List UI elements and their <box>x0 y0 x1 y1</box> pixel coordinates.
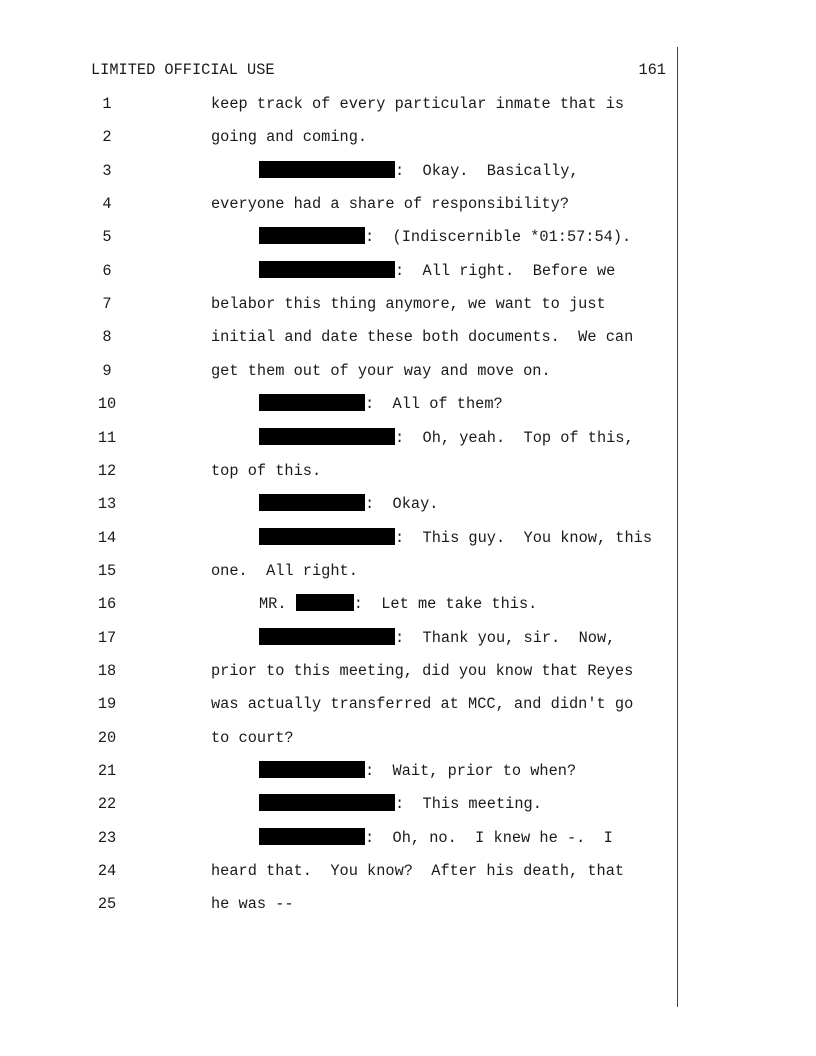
line-number: 9 <box>102 361 112 380</box>
line-number: 15 <box>97 561 117 580</box>
line-number: 1 <box>102 95 112 113</box>
transcript-line <box>0 161 816 181</box>
speaker-line <box>259 594 537 614</box>
line-number: 3 <box>102 161 112 180</box>
speaker-line <box>259 761 576 781</box>
spoken-text: everyone had a share of responsibility? <box>211 195 570 214</box>
redaction-block <box>259 761 365 778</box>
transcript-line <box>0 561 816 581</box>
classification-marking: LIMITED OFFICIAL USE <box>91 61 275 79</box>
spoken-text: : Thank you, sir. Now, <box>395 628 616 647</box>
spoken-text: heard that. You know? After his death, that <box>211 862 625 881</box>
transcript-line <box>0 394 816 414</box>
line-text <box>211 728 294 748</box>
transcript-line <box>0 194 816 214</box>
speaker-line <box>259 794 542 814</box>
speaker-line <box>259 828 613 848</box>
line-number: 5 <box>102 228 112 247</box>
redaction-block <box>259 828 365 845</box>
transcript-line <box>0 294 816 314</box>
line-text <box>211 94 624 114</box>
transcript-line <box>0 461 816 481</box>
spoken-text: : All right. Before we <box>395 261 616 280</box>
line-number: 10 <box>97 395 117 414</box>
line-number: 17 <box>97 628 117 647</box>
line-text <box>211 361 551 381</box>
spoken-text: keep track of every particular inmate that is <box>211 95 625 113</box>
line-number: 14 <box>97 528 117 547</box>
redaction-block <box>259 161 395 178</box>
transcript-line <box>0 761 816 781</box>
spoken-text: : Oh, no. I knew he -. I <box>365 828 613 847</box>
speaker-line <box>259 428 634 448</box>
transcript-line <box>0 628 816 648</box>
redaction-block <box>259 227 365 244</box>
redaction-block <box>259 261 395 278</box>
transcript-line <box>0 828 816 848</box>
line-text <box>211 661 633 681</box>
line-number: 22 <box>97 795 117 814</box>
speaker-line <box>259 227 631 247</box>
transcript-line <box>0 528 816 548</box>
spoken-text: : Let me take this. <box>353 595 538 614</box>
line-number: 7 <box>102 295 112 314</box>
transcript-line <box>0 694 816 714</box>
spoken-text: get them out of your way and move on. <box>211 361 551 380</box>
speaker-line <box>259 394 503 414</box>
transcript-line <box>0 361 816 381</box>
spoken-text: : This meeting. <box>395 795 542 814</box>
transcript-line <box>0 428 816 448</box>
line-number: 8 <box>102 328 112 347</box>
transcript-line <box>0 861 816 881</box>
spoken-text: initial and date these both documents. We can <box>211 328 634 347</box>
redaction-block <box>259 528 395 545</box>
line-text <box>211 561 358 581</box>
line-number: 12 <box>97 461 117 480</box>
line-number: 13 <box>97 495 117 514</box>
transcript-line <box>0 94 816 114</box>
line-number: 2 <box>102 128 112 147</box>
spoken-text: : (Indiscernible *01:57:54). <box>365 228 632 247</box>
transcript-line <box>0 594 816 614</box>
transcript-line <box>0 127 816 147</box>
line-number: 4 <box>102 195 112 214</box>
speaker-line <box>259 494 438 514</box>
speaker-line <box>259 628 615 648</box>
redaction-block <box>296 594 354 611</box>
transcript-line <box>0 794 816 814</box>
line-text <box>211 461 321 481</box>
spoken-text: going and coming. <box>211 128 368 147</box>
spoken-text: : Wait, prior to when? <box>365 762 577 780</box>
spoken-text: one. All right. <box>211 561 358 580</box>
line-text <box>211 694 633 714</box>
spoken-text: : Okay. <box>365 495 439 514</box>
page-number: 161 <box>638 61 666 79</box>
line-number: 6 <box>102 261 112 280</box>
line-number: 18 <box>97 661 117 680</box>
spoken-text: top of this. <box>211 461 322 480</box>
line-text <box>211 894 294 914</box>
line-number: 20 <box>97 728 117 747</box>
speaker-line <box>259 161 579 181</box>
speaker-title: MR. <box>259 595 296 614</box>
spoken-text: belabor this thing anymore, we want to just <box>211 295 606 314</box>
speaker-line <box>259 528 652 548</box>
redaction-block <box>259 494 365 511</box>
line-number: 23 <box>97 828 117 847</box>
speaker-line <box>259 261 615 281</box>
redaction-block <box>259 794 395 811</box>
line-text <box>211 127 367 147</box>
transcript-line <box>0 494 816 514</box>
transcript-line <box>0 661 816 681</box>
line-number: 16 <box>97 595 117 614</box>
spoken-text: : This guy. You know, this <box>395 528 653 547</box>
spoken-text: : Okay. Basically, <box>395 161 579 180</box>
line-number: 21 <box>97 762 117 780</box>
line-text <box>211 327 633 347</box>
spoken-text: he was -- <box>211 895 294 914</box>
redaction-block <box>259 428 395 445</box>
line-text <box>211 861 624 881</box>
redaction-block <box>259 628 395 645</box>
spoken-text: : Oh, yeah. Top of this, <box>395 428 634 447</box>
transcript-line <box>0 261 816 281</box>
spoken-text: prior to this meeting, did you know that Reyes <box>211 661 634 680</box>
line-text <box>211 294 606 314</box>
line-text <box>211 194 569 214</box>
redaction-block <box>259 394 365 411</box>
spoken-text: : All of them? <box>365 395 503 414</box>
transcript-line <box>0 327 816 347</box>
transcript-line <box>0 227 816 247</box>
line-number: 24 <box>97 862 117 881</box>
line-number: 25 <box>97 895 117 914</box>
spoken-text: was actually transferred at MCC, and didn't go <box>211 695 634 714</box>
spoken-text: to court? <box>211 728 294 747</box>
transcript-line <box>0 894 816 914</box>
line-number: 11 <box>97 428 117 447</box>
line-number: 19 <box>97 695 117 714</box>
transcript-line <box>0 728 816 748</box>
